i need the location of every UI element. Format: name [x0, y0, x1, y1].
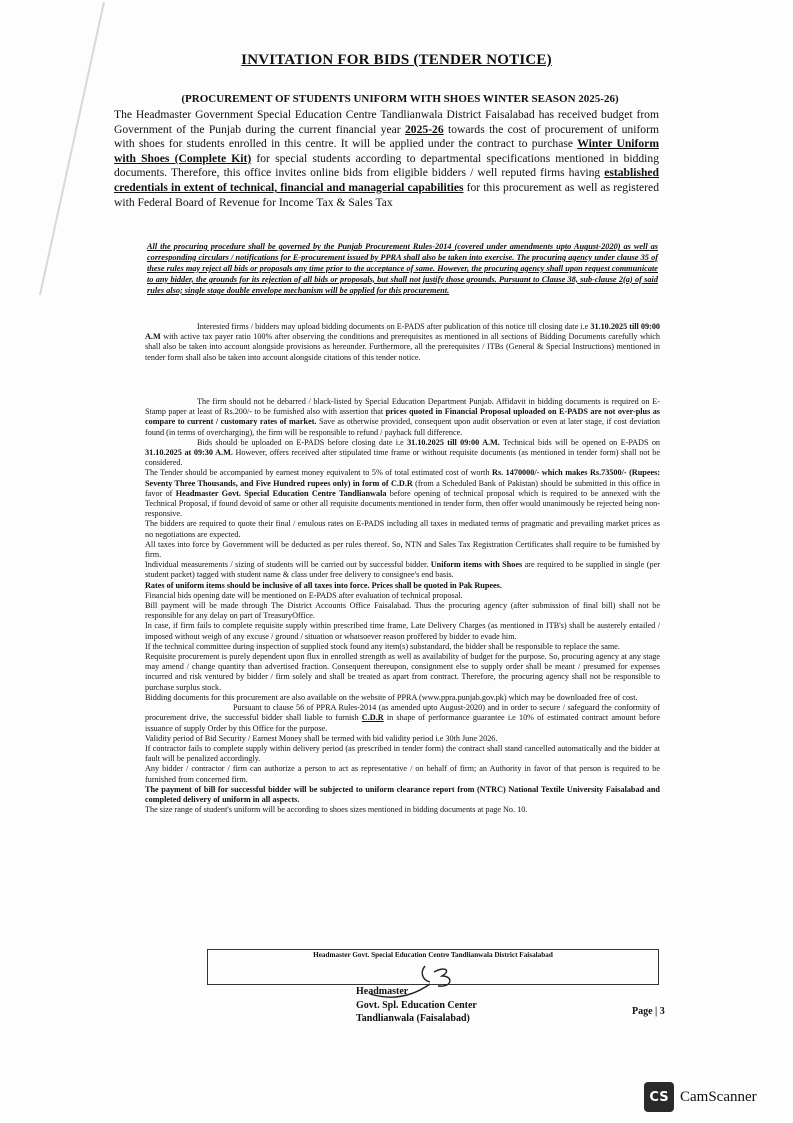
- camscanner-logo-icon: CS: [644, 1082, 674, 1112]
- blacklist-paragraph: The firm should not be debarred / black-listed by Special Education Department Punjab. Affidavit in bidding documents is required on E-Stamp paper at least of Rs.200/- to be furnished also with assertion that prices quoted in Financial Proposal uploaded on E-PADS are not over-plus as compare to current / customary rates of market. Save as otherwise provided, consequent upon audit observation or even at later stage, if cost deviation found (in terms of overcharging), the firm will be responsible to refund / payback full difference.: [145, 397, 661, 437]
- measurement-paragraph: Individual measurements / sizing of students will be carried out by successful bidder. Uniform items with Shoes are required to be supplied in single (per student packet) tagged with student name & class under free delivery to consignee's end basis.: [145, 560, 660, 580]
- paper-edge-shadow: [0, 0, 120, 300]
- website-paragraph: Bidding documents for this procurement are also available on the website of PPRA (www.ppra.punjab.gov.pk) which may be downloaded free of cost.: [145, 692, 638, 702]
- signature-line-2: Govt. Spl. Education Center: [356, 999, 477, 1011]
- page-number: Page | 3: [632, 1006, 665, 1017]
- requisite-paragraph: Requisite procurement is purely dependent upon flux in enrolled strength as well as availability of budget for the purpose. So, procuring agency at any stage may amend / change quantity than advertised fraction. Consequent thereupon, consignment else to supply order shall be meant / presumed for expenses incurred and risk ventured by bidder / firm solely and shall be treated as apart from contract. Therefore, the procuring agency shall not be responsible to purchase surplus stock.: [145, 652, 660, 692]
- signature-line-3: Tandlianwala (Faisalabad): [356, 1013, 470, 1024]
- taxes-paragraph: All taxes into force by Government will be deducted as per rules thereof. So, NTN and Sales Tax Registration Certificates shall require to be furnished by firm.: [145, 539, 660, 560]
- earnest-paragraph: The Tender should be accompanied by earnest money equivalent to 5% of total estimated cost of worth Rs. 1470000/- which makes Rs.73500/- (Rupees: Seventy Three Thousands, and Five Hundred rupees only) in form of C.D.R (from a Scheduled Bank of Pakistan) should be submitted in this office in favor of Headmaster Govt. Special Education Centre Tandlianwala before opening of technical proposal which is required to be annexed with the Technical Proposal, if found devoid of same or other all requisite documents mentioned in tender form, then offer would unanimously be rejected being non-responsive.: [145, 468, 661, 519]
- document-subtitle: (PROCUREMENT OF STUDENTS UNIFORM WITH SHOES WINTER SEASON 2025-26): [181, 93, 619, 105]
- epads-paragraph: Interested firms / bidders may upload bidding documents on E-PADS after publication of this notice till closing date i.e 31.10.2025 till 09:00 A.M with active tax payer ratio 100% after observing the conditions and prerequisites as mentioned in all sections of Bidding Documents carefully which shall also be taken into account alongside provisions as hereunder. Furthermore, all the prerequisites / ITBs (General & Special Instructions) mentioned in tender form shall also be taken into account alongside citations of this tender notice.: [145, 322, 661, 362]
- signature-box-title: Headmaster Govt. Special Education Centre Tandlianwala District Faisalabad: [313, 951, 553, 959]
- delay-paragraph: In case, if firm fails to complete requisite supply within prescribed time frame, Late Delivery Charges (as mentioned in ITB's) shall be austerely entailed / imposed without weigh of any excuse / ground / situation or whatsoever reason proffered by bidder to evade him.: [145, 621, 660, 641]
- inclusive-paragraph: Rates of uniform items should be inclusive of all taxes into force. Prices shall be quoted in Pak Rupees.: [145, 580, 502, 590]
- contractor-paragraph: If contractor fails to complete supply within delivery period (as prescribed in tender form) the contract shall stand cancelled automatically and the bidder at fault will be penalized accordingly.: [145, 743, 660, 764]
- clause56-paragraph: Pursuant to clause 56 of PPRA Rules-2014 (as amended upto August-2020) and in order to secure / safeguard the conformity of procurement drive, the successful bidder shall liable to furnish C.D.R in shape of performance guarantee i.e 10% of estimated contract amount before issuance of supply Order by this Office for the purpose.: [145, 703, 660, 733]
- document-title: INVITATION FOR BIDS (TENDER NOTICE): [241, 52, 552, 68]
- rules-paragraph: All the procuring procedure shall be governed by the Punjab Procurement Rules-2014 (covered under amendments upto August-2020) as well as corresponding circulars / notifications for E-procurement issued by PPRA shall also be taken into exercise. The procuring agency under clause 35 of these rules may reject all bids or proposals any time prior to the acceptance of same. However, the procuring agency shall upon request communicate to any bidder, the grounds for its rejection of all bids or proposals, but shall not justify those grounds. Pursuant to Clause 38, sub-clause 2(a) of said rules also; single stage double envelope mechanism will be applied for this procurement.: [147, 242, 658, 295]
- authority-paragraph: Any bidder / contractor / firm can authorize a person to act as representative / on behalf of firm; an Authority in favor of that person is required to be furnished from concerned firm.: [145, 764, 660, 784]
- signature-line-1: Headmaster: [356, 986, 409, 997]
- bill-paragraph: Bill payment will be made through The District Accounts Office Faisalabad. Thus the procuring agency (after submission of final bill) shall not be responsible for any delay on part of TreasuryOffice.: [145, 601, 660, 621]
- committee-paragraph: If the technical committee during inspection of supplied stock found any item(s) substandard, the bidder shall be responsible to replace the same.: [145, 641, 620, 651]
- size-paragraph: The size range of student's uniform will be according to shoes sizes mentioned in bidding documents at page No. 10.: [145, 805, 528, 815]
- payment-paragraph: The payment of bill for successful bidder will be subjected to uniform clearance report from (NTRC) National Textile University Faisalabad and completed delivery of uniform in all aspects.: [145, 784, 660, 804]
- signature-stamp: [356, 985, 477, 1026]
- camscanner-label: CamScanner: [680, 1088, 757, 1105]
- financial-paragraph: Financial bids opening date will be mentioned on E-PADS after evaluation of technical proposal.: [145, 590, 463, 600]
- camscanner-watermark: [644, 1082, 757, 1112]
- rates-paragraph: The bidders are required to quote their final / emulous rates on E-PADS including all taxes in mediated terms of pragmatic and prevailing market prices as no negotiations are expected.: [145, 519, 660, 539]
- validity-paragraph: Validity period of Bid Security / Earnest Money shall be termed with bid validity period i.e 30th June 2026.: [145, 733, 498, 743]
- bids-paragraph: Bids should be uploaded on E-PADS before closing date i.e 31.10.2025 till 09:00 A.M. Technical bids will be opened on E-PADS on 31.10.2025 at 09:30 A.M. However, offers received after stipulated time frame or without requisite documents (as mentioned in tender form) shall not be considered.: [145, 437, 661, 468]
- terms-section: [145, 397, 660, 815]
- intro-paragraph: The Headmaster Government Special Education Centre Tandlianwala District Faisalabad has received budget from Government of the Punjab during the current financial year 2025-26 towards the cost of procurement of uniform with shoes for students enrolled in this centre. It will be applied under the contract to purchase Winter Uniform with Shoes (Complete Kit) for special students according to departmental specifications mentioned in bidding documents. Therefore, this office invites online bids from eligible bidders / well reputed firms having established credentials in extent of technical, financial and managerial capabilities for this procurement as well as registered with Federal Board of Revenue for Income Tax & Sales Tax: [114, 108, 660, 209]
